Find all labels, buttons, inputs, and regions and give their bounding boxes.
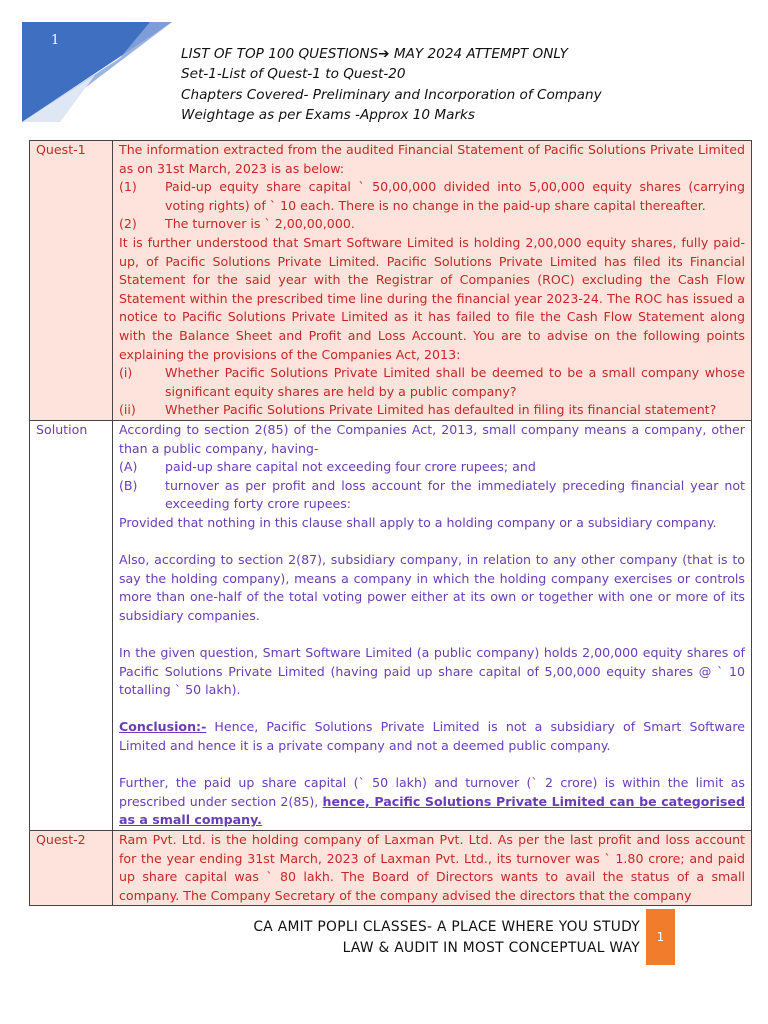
- header-chapters: Chapters Covered- Preliminary and Incorporation of Company: [181, 86, 602, 103]
- footer-line-2: LAW & AUDIT IN MOST CONCEPTUAL WAY: [342, 939, 640, 956]
- page-number-badge: 1: [646, 909, 675, 965]
- question-table: [29, 140, 752, 906]
- list-item: (B) turnover as per profit and loss account for the immediately preceding financial year not exceeding forty crore rupees:: [119, 477, 745, 512]
- list-item: (ii) Whether Pacific Solutions Private Limited has defaulted in filing its financial statement?: [119, 402, 717, 418]
- question-body: The information extracted from the audited Financial Statement of Pacific Solutions Private Limited as on 31st March, 2023 is as below: (1) Paid-up equity share capital ` 50,00,000 divided into 5,00,000 equity shares (carrying voting rights) of ` 10 each. There is no change in the paid-up share capital thereafter. (2) The turnover is ` 2,00,00,000. It is further understood that Smart Software Limited is holding 2,00,000 equity shares, fully paid- up, of Pacific Solutions Private Limited. Pacific Solutions Private Limited has filed its Financial Statement for the said year with the Registrar of Companies (ROC) excluding the Cash Flow Statement within the prescribed time line during the financial year 2023-24. The ROC has issued a notice to Pacific Solutions Private Limited as it has failed to file the Cash Flow Statement along with the Balance Sheet and Profit and Loss Account. You are to advise on the following points explaining the provisions of the Companies Act, 2013: (i) Whether Pacific Solutions Private Limited shall be deemed to be a small company whose significant equity shares are held by a public company? (ii) Whether Pacific Solutions Private Limited has defaulted in filing its financial statement?: [113, 141, 752, 421]
- corner-decoration: [0, 0, 175, 125]
- page-number-top: 1: [51, 33, 60, 48]
- page-header: [181, 44, 741, 125]
- page-footer: [180, 917, 640, 958]
- footer-line-1: CA AMIT POPLI CLASSES- A PLACE WHERE YOU STUDY: [253, 919, 640, 935]
- question-row: [30, 141, 752, 421]
- header-weightage: Weightage as per Exams -Approx 10 Marks: [181, 106, 475, 123]
- list-item: (2) The turnover is ` 2,00,00,000.: [119, 216, 355, 232]
- final-answer: hence, Pacific Solutions Private Limited can be categorised as a small company.: [119, 793, 745, 828]
- list-item: (i) Whether Pacific Solutions Private Limited shall be deemed to be a small company whose significant equity shares are held by a public company?: [119, 365, 745, 399]
- solution-label: Solution: [30, 420, 113, 830]
- arrow-right-icon: ➔: [378, 46, 390, 62]
- question-row: [30, 830, 752, 905]
- list-item: (1) Paid-up equity share capital ` 50,00,000 divided into 5,00,000 equity shares (carrying voting rights) of ` 10 each. There is no change in the paid-up share capital thereafter.: [119, 179, 745, 213]
- header-title: LIST OF TOP 100 QUESTIONS➔ MAY 2024 ATTEMPT ONLY: [181, 46, 568, 62]
- question-label: Quest-1: [30, 141, 113, 421]
- list-item: (A) paid-up share capital not exceeding four crore rupees; and: [119, 459, 536, 475]
- conclusion: Conclusion:- Hence, Pacific Solutions Private Limited is not a subsidiary of Smart Software Limited and hence it is a private company and not a deemed public company.: [119, 719, 745, 753]
- question-label: Quest-2: [30, 830, 113, 905]
- solution-body: According to section 2(85) of the Companies Act, 2013, small company means a company, other than a public company, having- (A) paid-up share capital not exceeding four crore rupees; and (B) turnover as per profit and loss account for the immediately preceding financial year not exceeding forty crore rupees: Provided that nothing in this clause shall apply to a holding company or a subsidiary company. Also, according to section 2(87), subsidiary company, in relation to any other company (that is to say the holding company), means a company in which the holding company exercises or controls more than one-half of the total voting power either at its own or together with one or more of its subsidiary companies. In the given question, Smart Software Limited (a public company) holds 2,00,000 equity shares of Pacific Solutions Private Limited (having paid up share capital of 5,00,000 equity shares @ ` 10 totalling ` 50 lakh). Conclusion:- Hence, Pacific Solutions Private Limited is not a subsidiary of Smart Software Limited and hence it is a private company and not a deemed public company. Further, the paid up share capital (` 50 lakh) and turnover (` 2 crore) is within the limit as prescribed under section 2(85), hence, Pacific Solutions Private Limited can be categorised as a small company.: [113, 420, 752, 830]
- conclusion-label: Conclusion:-: [119, 719, 207, 735]
- question-body: Ram Pvt. Ltd. is the holding company of Laxman Pvt. Ltd. As per the last profit and loss account for the year ending 31st March, 2023 of Laxman Pvt. Ltd., its turnover was ` 1.80 crore; and paid up share capital was ` 80 lakh. The Board of Directors wants to avail the status of a small company. The Company Secretary of the company advised the directors that the company: [113, 830, 752, 905]
- header-set: Set-1-List of Quest-1 to Quest-20: [181, 66, 406, 83]
- solution-row: [30, 420, 752, 830]
